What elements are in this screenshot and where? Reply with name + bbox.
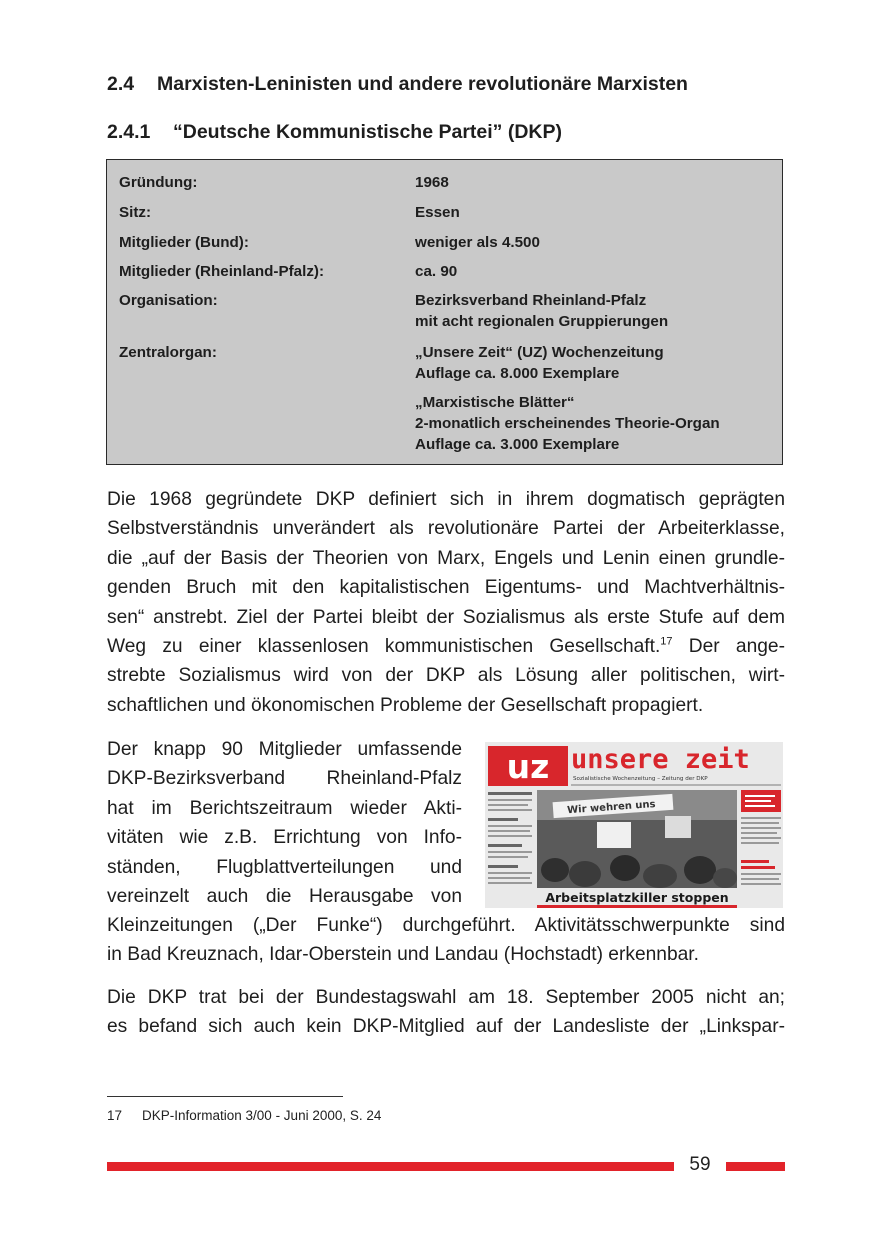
section-number: 2.4: [107, 73, 135, 95]
footnote-number: 17: [107, 1108, 123, 1123]
text-line: Die 1968 gegründete DKP definiert sich in ihrem dogmatisch geprägten: [107, 489, 785, 510]
text-line: schaftlichen und ökonomischen Probleme der Gesellschaft propagiert.: [107, 694, 704, 716]
text-line: die „auf der Basis der Theorien von Marx, Engels und Lenin einen grundle-: [107, 547, 785, 569]
subsection-number: 2.4.1: [107, 121, 151, 143]
section-title: Marxisten-Leninisten und andere revolutionäre Marxisten: [157, 73, 688, 95]
text-line: Der knapp 90 Mitglieder umfassende: [107, 739, 462, 760]
protest-photo: [537, 790, 737, 888]
text-line: Weg zu einer klassenlosen kommunistischen Gesellschaft.$^{17}$ Der ange-: [107, 635, 785, 657]
newspaper-illustration: [485, 742, 783, 908]
text-line: strebte Sozialismus wird von der DKP als Lösung aller politischen, wirt-: [107, 665, 785, 687]
footnote-text: DKP-Information 3/00 - Juni 2000, S. 24: [142, 1108, 382, 1123]
fact-value: „Unsere Zeit“ (UZ) Wochenzeitung Auflage ca. 8.000 Exemplare: [415, 344, 664, 382]
text-line: Die DKP trat bei der Bundestagswahl am 18. September 2005 nicht an;: [107, 987, 785, 1008]
fact-value: weniger als 4.500: [415, 234, 540, 251]
footer-bar-left: [107, 1162, 674, 1171]
subsection-heading: [107, 121, 797, 144]
fact-label: Zentralorgan:: [119, 344, 217, 361]
uz-logo-text: uz: [506, 747, 550, 786]
paragraph-3: [107, 983, 785, 1042]
fact-box: [106, 159, 783, 465]
text-line: genden Bruch mit den kapitalistischen Eigentums- und Machtverhältnis-: [107, 577, 785, 599]
text-line: es befand sich auch kein DKP-Mitglied auf der Landesliste der „Linkspar-: [107, 1016, 785, 1038]
footnote: [107, 1108, 381, 1123]
text-line: Selbstverständnis unverändert als revolutionäre Partei der Arbeiterklasse,: [107, 518, 785, 540]
fact-label: Gründung:: [119, 174, 198, 191]
text-line: vitäten wie z.B. Errichtung von Info-: [107, 827, 462, 849]
fact-value: 1968: [415, 174, 449, 191]
fact-value: Essen: [415, 204, 460, 221]
text-line: sen“ anstrebt. Ziel der Partei bleibt der Sozialismus als erste Stufe auf dem: [107, 606, 785, 628]
newspaper-headline: Arbeitsplatzkiller stoppen: [545, 890, 729, 905]
subsection-title: “Deutsche Kommunistische Partei” (DKP): [173, 121, 563, 143]
paragraph-2-wrapped: [107, 735, 462, 911]
masthead-title: unsere zeit: [571, 744, 750, 775]
fact-value: ca. 90: [415, 263, 458, 280]
footnote-reference: 17: [660, 635, 673, 648]
fact-label: Sitz:: [119, 204, 152, 221]
footer-bar-right: [726, 1162, 785, 1171]
section-heading: [107, 73, 797, 96]
fact-value: Bezirksverband Rheinland-Pfalz mit acht regionalen Gruppierungen: [415, 292, 669, 330]
fact-label: Mitglieder (Bund):: [119, 234, 249, 251]
text-line: DKP-Bezirksverband Rheinland-Pfalz: [107, 768, 462, 790]
footnote-divider: [107, 1096, 343, 1097]
paragraph-2-full: [107, 911, 785, 970]
fact-label: Mitglieder (Rheinland-Pfalz):: [119, 263, 325, 280]
text-line: vereinzelt auch die Herausgabe von: [107, 885, 462, 907]
text-line: in Bad Kreuznach, Idar-Oberstein und Landau (Hochstadt) erkennbar.: [107, 944, 699, 966]
text-line: Kleinzeitungen („Der Funke“) durchgeführt. Aktivitätsschwerpunkte sind: [107, 915, 785, 936]
fact-value: „Marxistische Blätter“ 2-monatlich erscheinendes Theorie-Organ Auflage ca. 3.000 Exemplare: [415, 394, 720, 453]
newspaper-cover-image: [485, 742, 783, 908]
fact-label: Organisation:: [119, 292, 218, 309]
photo-banner-text: Wir wehren uns: [566, 799, 656, 817]
paragraph-1: [107, 485, 785, 720]
page-number: 59: [689, 1154, 711, 1175]
masthead-tagline: Sozialistische Wochenzeitung – Zeitung der DKP: [573, 776, 708, 782]
text-line: hat im Berichtszeitraum wieder Akti-: [107, 797, 462, 819]
text-line: ständen, Flugblattverteilungen und: [107, 856, 462, 878]
